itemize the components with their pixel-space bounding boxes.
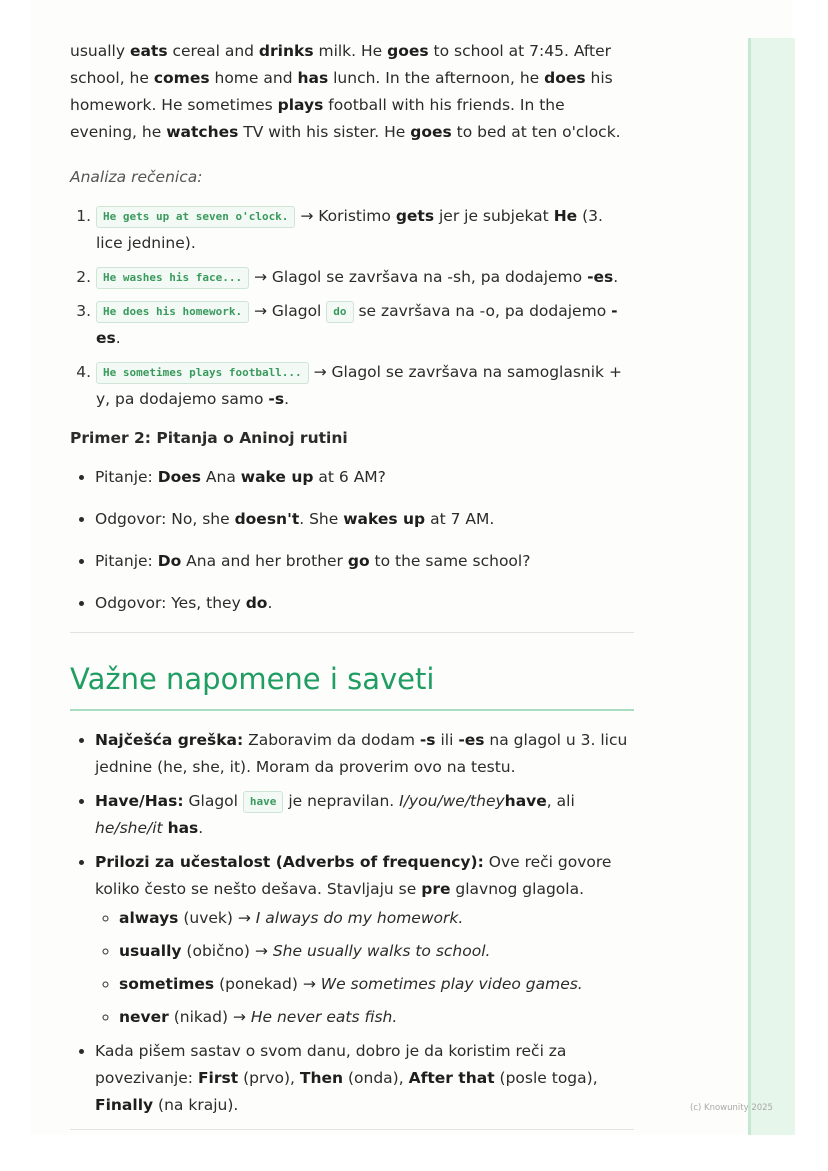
analysis-list: [70, 203, 634, 413]
list-item: ◦ usually (obično) → She usually walks to school.: [119, 938, 634, 965]
tips-list: [70, 727, 634, 1119]
side-accent-bar: [748, 38, 795, 1135]
list-item: ◦ never (nikad) → He never eats fish.: [119, 1004, 634, 1031]
list-item: 1. He gets up at seven o'clock. → Koristimo gets jer je subjekat He (3. lice jednine).: [96, 203, 634, 257]
bottom-divider: [70, 1129, 634, 1130]
code-snippet: have: [243, 791, 284, 813]
list-item: ◦ sometimes (ponekad) → We sometimes play video games.: [119, 971, 634, 998]
list-item: • Pitanje: Do Ana and her brother go to the same school?: [95, 548, 634, 575]
list-item: ◦ always (uvek) → I always do my homework.: [119, 905, 634, 932]
code-snippet: He gets up at seven o'clock.: [96, 206, 295, 228]
code-snippet: He does his homework.: [96, 301, 249, 323]
list-item: • Odgovor: No, she doesn't. She wakes up at 7 AM.: [95, 506, 634, 533]
list-item: • Najčešća greška: Zaboravim da dodam -s ili -es na glagol u 3. licu jednine (he, she, it). Moram da proverim ovo na testu.: [95, 727, 634, 781]
list-item: • Pitanje: Does Ana wake up at 6 AM?: [95, 464, 634, 491]
adverbs-list: [95, 905, 634, 1031]
list-item: • Kada pišem sastav o svom danu, dobro je da koristim reči za povezivanje: First (prvo), Then (onda), After that (posle toga), Finally (na kraju).: [95, 1038, 634, 1119]
qa-list: [70, 464, 634, 617]
code-snippet: do: [326, 301, 353, 323]
list-item: 4. He sometimes plays football... → Glagol se završava na samoglasnik + y, pa dodajemo samo -s.: [96, 359, 634, 413]
list-item: 2. He washes his face... → Glagol se završava na -sh, pa dodajemo -es.: [96, 264, 634, 291]
list-item: • Odgovor: Yes, they do.: [95, 590, 634, 617]
copyright-footer: (c) Knowunity 2025: [690, 1103, 773, 1113]
list-item: • Prilozi za učestalost (Adverbs of frequency): Ove reči govore koliko često se nešto dešava. Stavljaju se pre glavnog glagola. ◦ always (uvek) → I always do my homework. ◦ usually (obično) → She usually walks to school. ◦ sometimes (ponekad) → We sometimes play video games. ◦ never (nikad) → He never eats fish.: [95, 849, 634, 1031]
intro-paragraph: usually eats cereal and drinks milk. He goes to school at 7:45. After school, he comes home and has lunch. In the afternoon, he does his homework. He sometimes plays football with his friends. In the evening, he watches TV with his sister. He goes to bed at ten o'clock.: [70, 42, 621, 141]
section-title: Važne napomene i saveti: [70, 659, 634, 711]
list-item: 3. He does his homework. → Glagol do se završava na -o, pa dodajemo -es.: [96, 298, 634, 352]
example2-heading: Primer 2: Pitanja o Aninoj rutini: [70, 429, 348, 447]
list-item: • Have/Has: Glagol have je nepravilan. I/you/we/theyhave, ali he/she/it has.: [95, 788, 634, 842]
code-snippet: He washes his face...: [96, 267, 249, 289]
code-snippet: He sometimes plays football...: [96, 362, 309, 384]
analysis-heading: Analiza rečenica:: [70, 168, 203, 186]
divider: [70, 632, 634, 633]
document-content: [70, 38, 634, 1126]
